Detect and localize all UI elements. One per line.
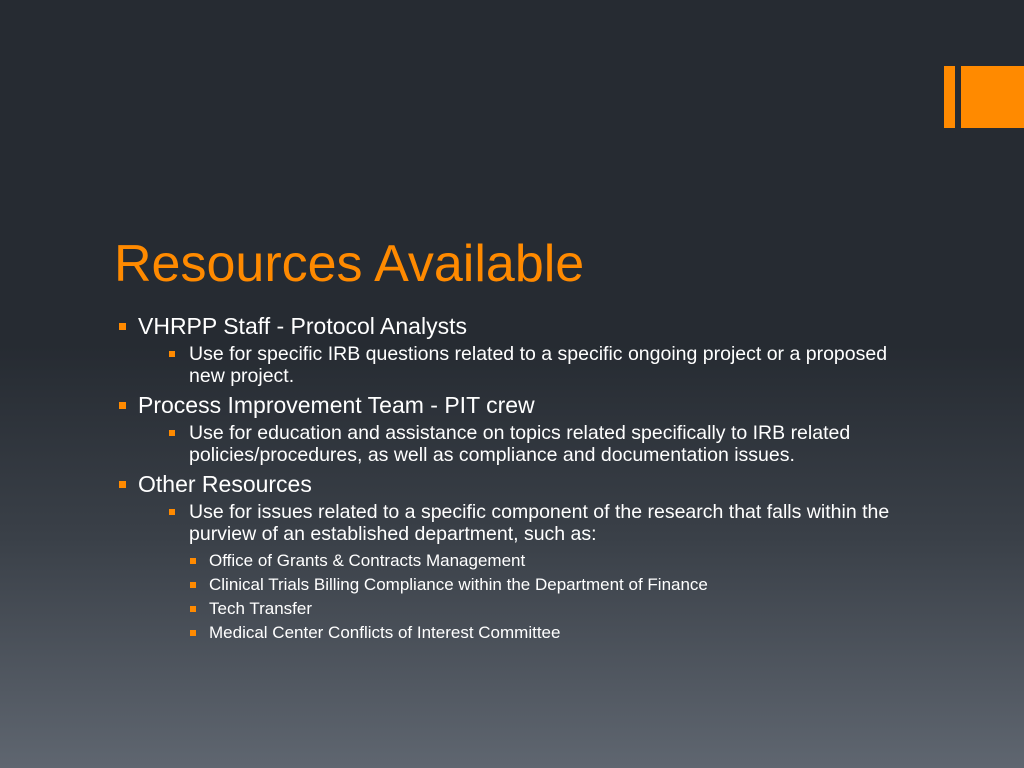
square-bullet-icon xyxy=(119,323,126,330)
bullet-text: Process Improvement Team - PIT crew xyxy=(138,392,535,418)
resource-item xyxy=(190,597,898,621)
square-bullet-icon xyxy=(119,402,126,409)
bullet-item-other-resources xyxy=(118,470,898,645)
slide-title: Resources Available xyxy=(114,235,585,293)
square-bullet-icon xyxy=(169,351,175,357)
sub-bullet-text: Use for specific IRB questions related to a specific ongoing project or a proposed new project. xyxy=(189,343,888,387)
square-bullet-icon xyxy=(169,430,175,436)
square-bullet-icon xyxy=(190,630,196,636)
resource-text: Tech Transfer xyxy=(209,599,312,618)
resource-list xyxy=(138,549,898,645)
sub-bullet-item xyxy=(169,343,898,387)
square-bullet-icon xyxy=(190,582,196,588)
sub-bullet-text: Use for education and assistance on topics related specifically to IRB related policies/procedures, as well as compliance and documentation issues. xyxy=(189,422,851,466)
bullet-text: VHRPP Staff - Protocol Analysts xyxy=(138,313,467,339)
square-bullet-icon xyxy=(169,509,175,515)
square-bullet-icon xyxy=(190,558,196,564)
resource-text: Office of Grants & Contracts Management xyxy=(209,551,526,570)
bullet-list xyxy=(118,312,898,645)
resource-text: Clinical Trials Billing Compliance within the Department of Finance xyxy=(209,575,708,594)
sub-bullet-item xyxy=(169,422,898,466)
sub-bullet-text: Use for issues related to a specific component of the research that falls within the purview of an established department, such as: xyxy=(189,501,890,545)
bullet-item-vhrpp-staff xyxy=(118,312,898,387)
bullet-item-process-improvement-team xyxy=(118,391,898,466)
accent-bar-block xyxy=(961,66,1024,128)
resource-item xyxy=(190,549,898,573)
square-bullet-icon xyxy=(119,481,126,488)
sub-bullet-item xyxy=(169,501,898,545)
bullet-text: Other Resources xyxy=(138,471,312,497)
square-bullet-icon xyxy=(190,606,196,612)
slide-content xyxy=(118,312,898,647)
resource-item xyxy=(190,621,898,645)
resource-item xyxy=(190,573,898,597)
resource-text: Medical Center Conflicts of Interest Committee xyxy=(209,623,561,642)
accent-bar-thin xyxy=(944,66,955,128)
